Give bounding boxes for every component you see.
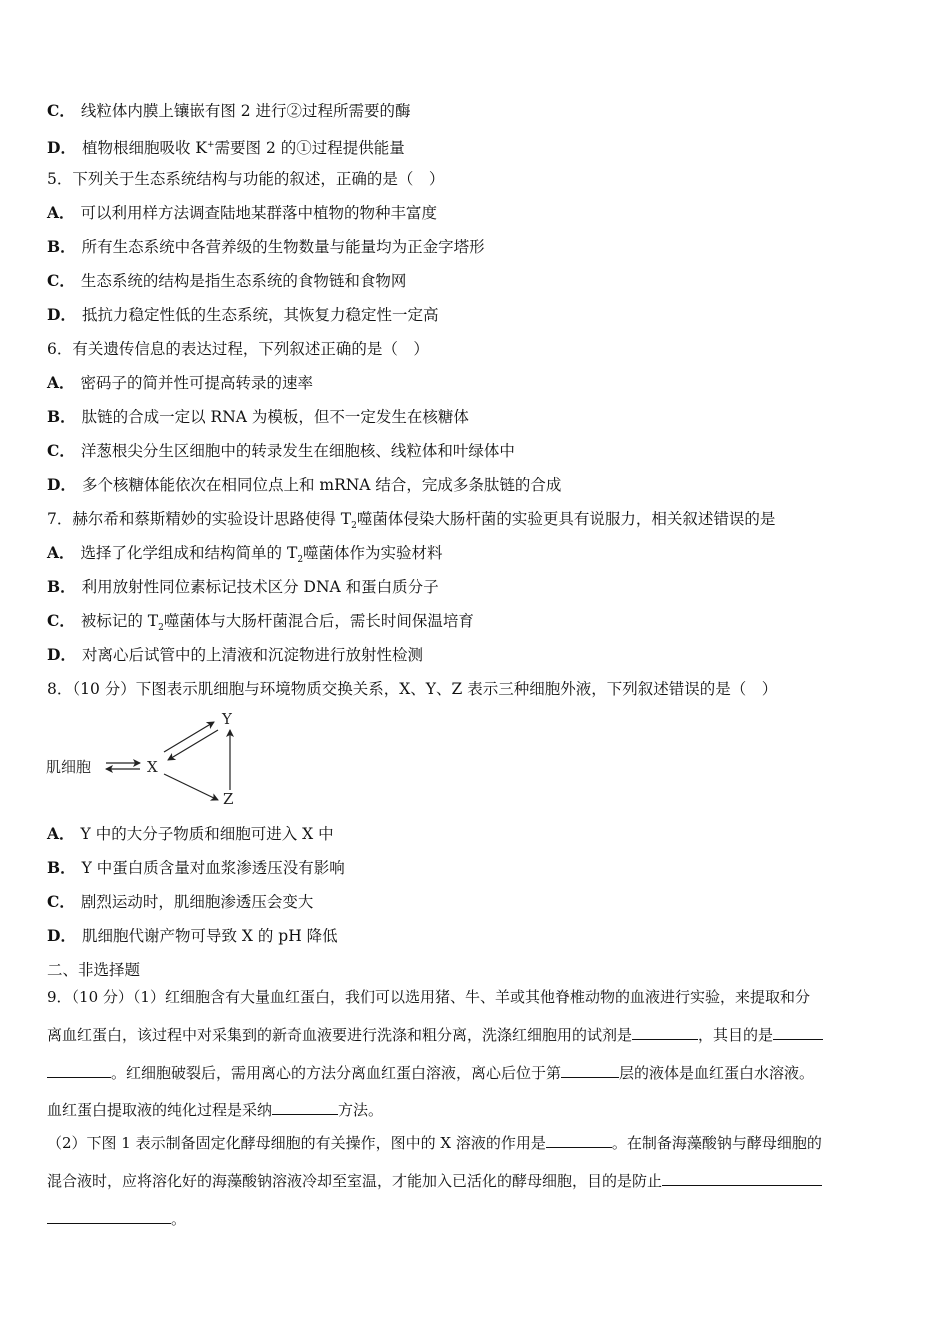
q7-option-d [47,645,423,665]
q7-option-c [47,611,474,638]
option-text: 噬菌体作为实验材料 [303,544,443,562]
option-letter: D． [47,305,76,324]
answer-blank[interactable] [546,1133,612,1148]
q7-option-b [47,577,439,597]
option-text: 剧烈运动时，肌细胞渗透压会变大 [80,893,314,911]
option-text: 对离心后试管中的上清液和沉淀物进行放射性检测 [81,646,423,664]
q5-option-a [47,203,437,223]
q6-option-a [47,373,313,393]
q9-text: 混合液时，应将溶化好的海藻酸钠溶液冷却至室温，才能加入已活化的酵母细胞，目的是防止 [47,1172,663,1190]
q9-line-6 [47,1171,822,1191]
option-text: 抵抗力稳定性低的生态系统，其恢复力稳定性一定高 [81,306,439,324]
q9-line-4 [47,1100,383,1120]
q4-option-c [47,101,411,121]
q7-stem [47,509,775,536]
q8-option-c [47,892,313,912]
option-letter: C． [47,441,75,460]
q9-line-5 [47,1133,822,1153]
q9-text: 。红细胞破裂后，需用离心的方法分离血红蛋白溶液，离心后位于第 [111,1064,562,1082]
option-letter: A． [47,373,75,392]
option-letter: D． [47,645,76,664]
q5-stem: 5．下列关于生态系统结构与功能的叙述，正确的是（ ） [47,170,445,188]
q8-option-d [47,926,338,946]
option-text: 肌细胞代谢产物可导致 X 的 pH 降低 [81,927,338,945]
subscript: 2 [297,555,304,566]
answer-blank[interactable] [561,1063,619,1078]
option-letter: C． [47,101,75,120]
q8-option-a [47,824,334,844]
arrow-x-to-z [164,774,218,800]
option-text: 需要图 2 的①过程提供能量 [214,139,405,158]
option-letter: D． [47,475,76,494]
option-text: 多个核糖体能依次在相同位点上和 mRNA 结合，完成多条肽链的合成 [81,476,562,494]
answer-blank[interactable] [632,1025,698,1040]
answer-blank[interactable] [47,1063,111,1078]
superscript: + [206,140,215,150]
q6-stem: 6．有关遗传信息的表达过程，下列叙述正确的是（ ） [47,340,429,358]
option-letter: D． [47,926,76,945]
answer-blank[interactable] [272,1100,338,1115]
q5-option-b [47,237,485,257]
q9-text: 血红蛋白提取液的纯化过程是采纳 [47,1101,273,1119]
q8-option-b [47,858,345,878]
option-text: Y 中蛋白质含量对血浆渗透压没有影响 [81,859,345,877]
option-text: Y 中的大分子物质和细胞可进入 X 中 [80,825,334,843]
option-letter: B． [47,858,76,877]
option-letter: C． [47,611,75,630]
q9-line-1: 9．（10 分）（1）红细胞含有大量血红蛋白，我们可以选用猪、牛、羊或其他脊椎动物的血液进行实验，来提取和分 [47,988,810,1006]
diagram-node-x: X [147,758,158,776]
stem-text: 7．赫尔希和蔡斯精妙的实验设计思路使得 T [47,510,352,528]
option-text: 选择了化学组成和结构简单的 T [80,544,298,562]
diagram-cell-label: 肌细胞 [46,758,92,776]
subscript: 2 [158,623,164,634]
q6-option-d [47,475,561,495]
q5-option-d [47,305,438,325]
q9-text: 方法。 [338,1101,384,1119]
option-text: 生态系统的结构是指生态系统的食物链和食物网 [80,272,407,290]
answer-blank[interactable] [662,1171,822,1186]
option-text: 可以利用样方法调查陆地某群落中植物的物种丰富度 [80,204,438,222]
diagram-node-z: Z [223,790,234,808]
q9-text: （2）下图 1 表示制备固定化酵母细胞的有关操作，图中的 X 溶液的作用是 [47,1134,546,1152]
q7-option-a [47,543,443,570]
subscript: 2 [351,521,357,532]
section-title: 二、非选择题 [47,961,141,979]
option-text: 洋葱根尖分生区细胞中的转录发生在细胞核、线粒体和叶绿体中 [80,442,515,460]
option-letter: B． [47,407,76,426]
q4-option-d [47,135,405,158]
option-letter: C． [47,892,75,911]
option-text: 被标记的 T [80,612,159,630]
q9-line-2 [47,1025,823,1045]
q9-line-3 [47,1063,814,1083]
q9-text: 。 [171,1210,187,1228]
option-letter: A． [47,824,75,843]
diagram-node-y: Y [222,710,232,728]
q8-stem: 8．（10 分）下图表示肌细胞与环境物质交换关系，X、Y、Z 表示三种细胞外液，下列叙述错误的是（ ） [47,680,778,698]
q9-text: 。在制备海藻酸钠与酵母细胞的 [611,1134,822,1152]
q9-line-7 [47,1209,186,1229]
answer-blank[interactable] [47,1209,171,1224]
option-text: 植物根细胞吸收 K [81,139,207,158]
option-text: 所有生态系统中各营养级的生物数量与能量均为正金字塔形 [81,238,485,256]
q6-option-b [47,407,469,427]
option-text: 肽链的合成一定以 RNA 为模板，但不一定发生在核糖体 [81,408,469,426]
option-letter: C． [47,271,75,290]
stem-text: 噬菌体侵染大肠杆菌的实验更具有说服力，相关叙述错误的是 [356,510,776,528]
exchange-diagram [40,708,260,813]
q6-option-c [47,441,515,461]
option-letter: B． [47,577,76,596]
option-text: 线粒体内膜上镶嵌有图 2 进行②过程所需要的酶 [80,102,411,120]
option-letter: A． [47,203,75,222]
q5-option-c [47,271,406,291]
option-letter: B． [47,237,76,256]
option-text: 利用放射性同位素标记技术区分 DNA 和蛋白质分子 [81,578,439,596]
option-letter: A． [47,543,75,562]
option-text: 密码子的简并性可提高转录的速率 [80,374,314,392]
option-text: 噬菌体与大肠杆菌混合后，需长时间保温培育 [163,612,474,630]
option-letter: D． [47,138,76,158]
q9-text: 离血红蛋白，该过程中对采集到的新奇血液要进行洗涤和粗分离，洗涤红细胞用的试剂是 [47,1026,633,1044]
q9-text: ，其目的是 [698,1026,774,1044]
q9-text: 层的液体是血红蛋白水溶液。 [619,1064,815,1082]
answer-blank[interactable] [773,1025,823,1040]
